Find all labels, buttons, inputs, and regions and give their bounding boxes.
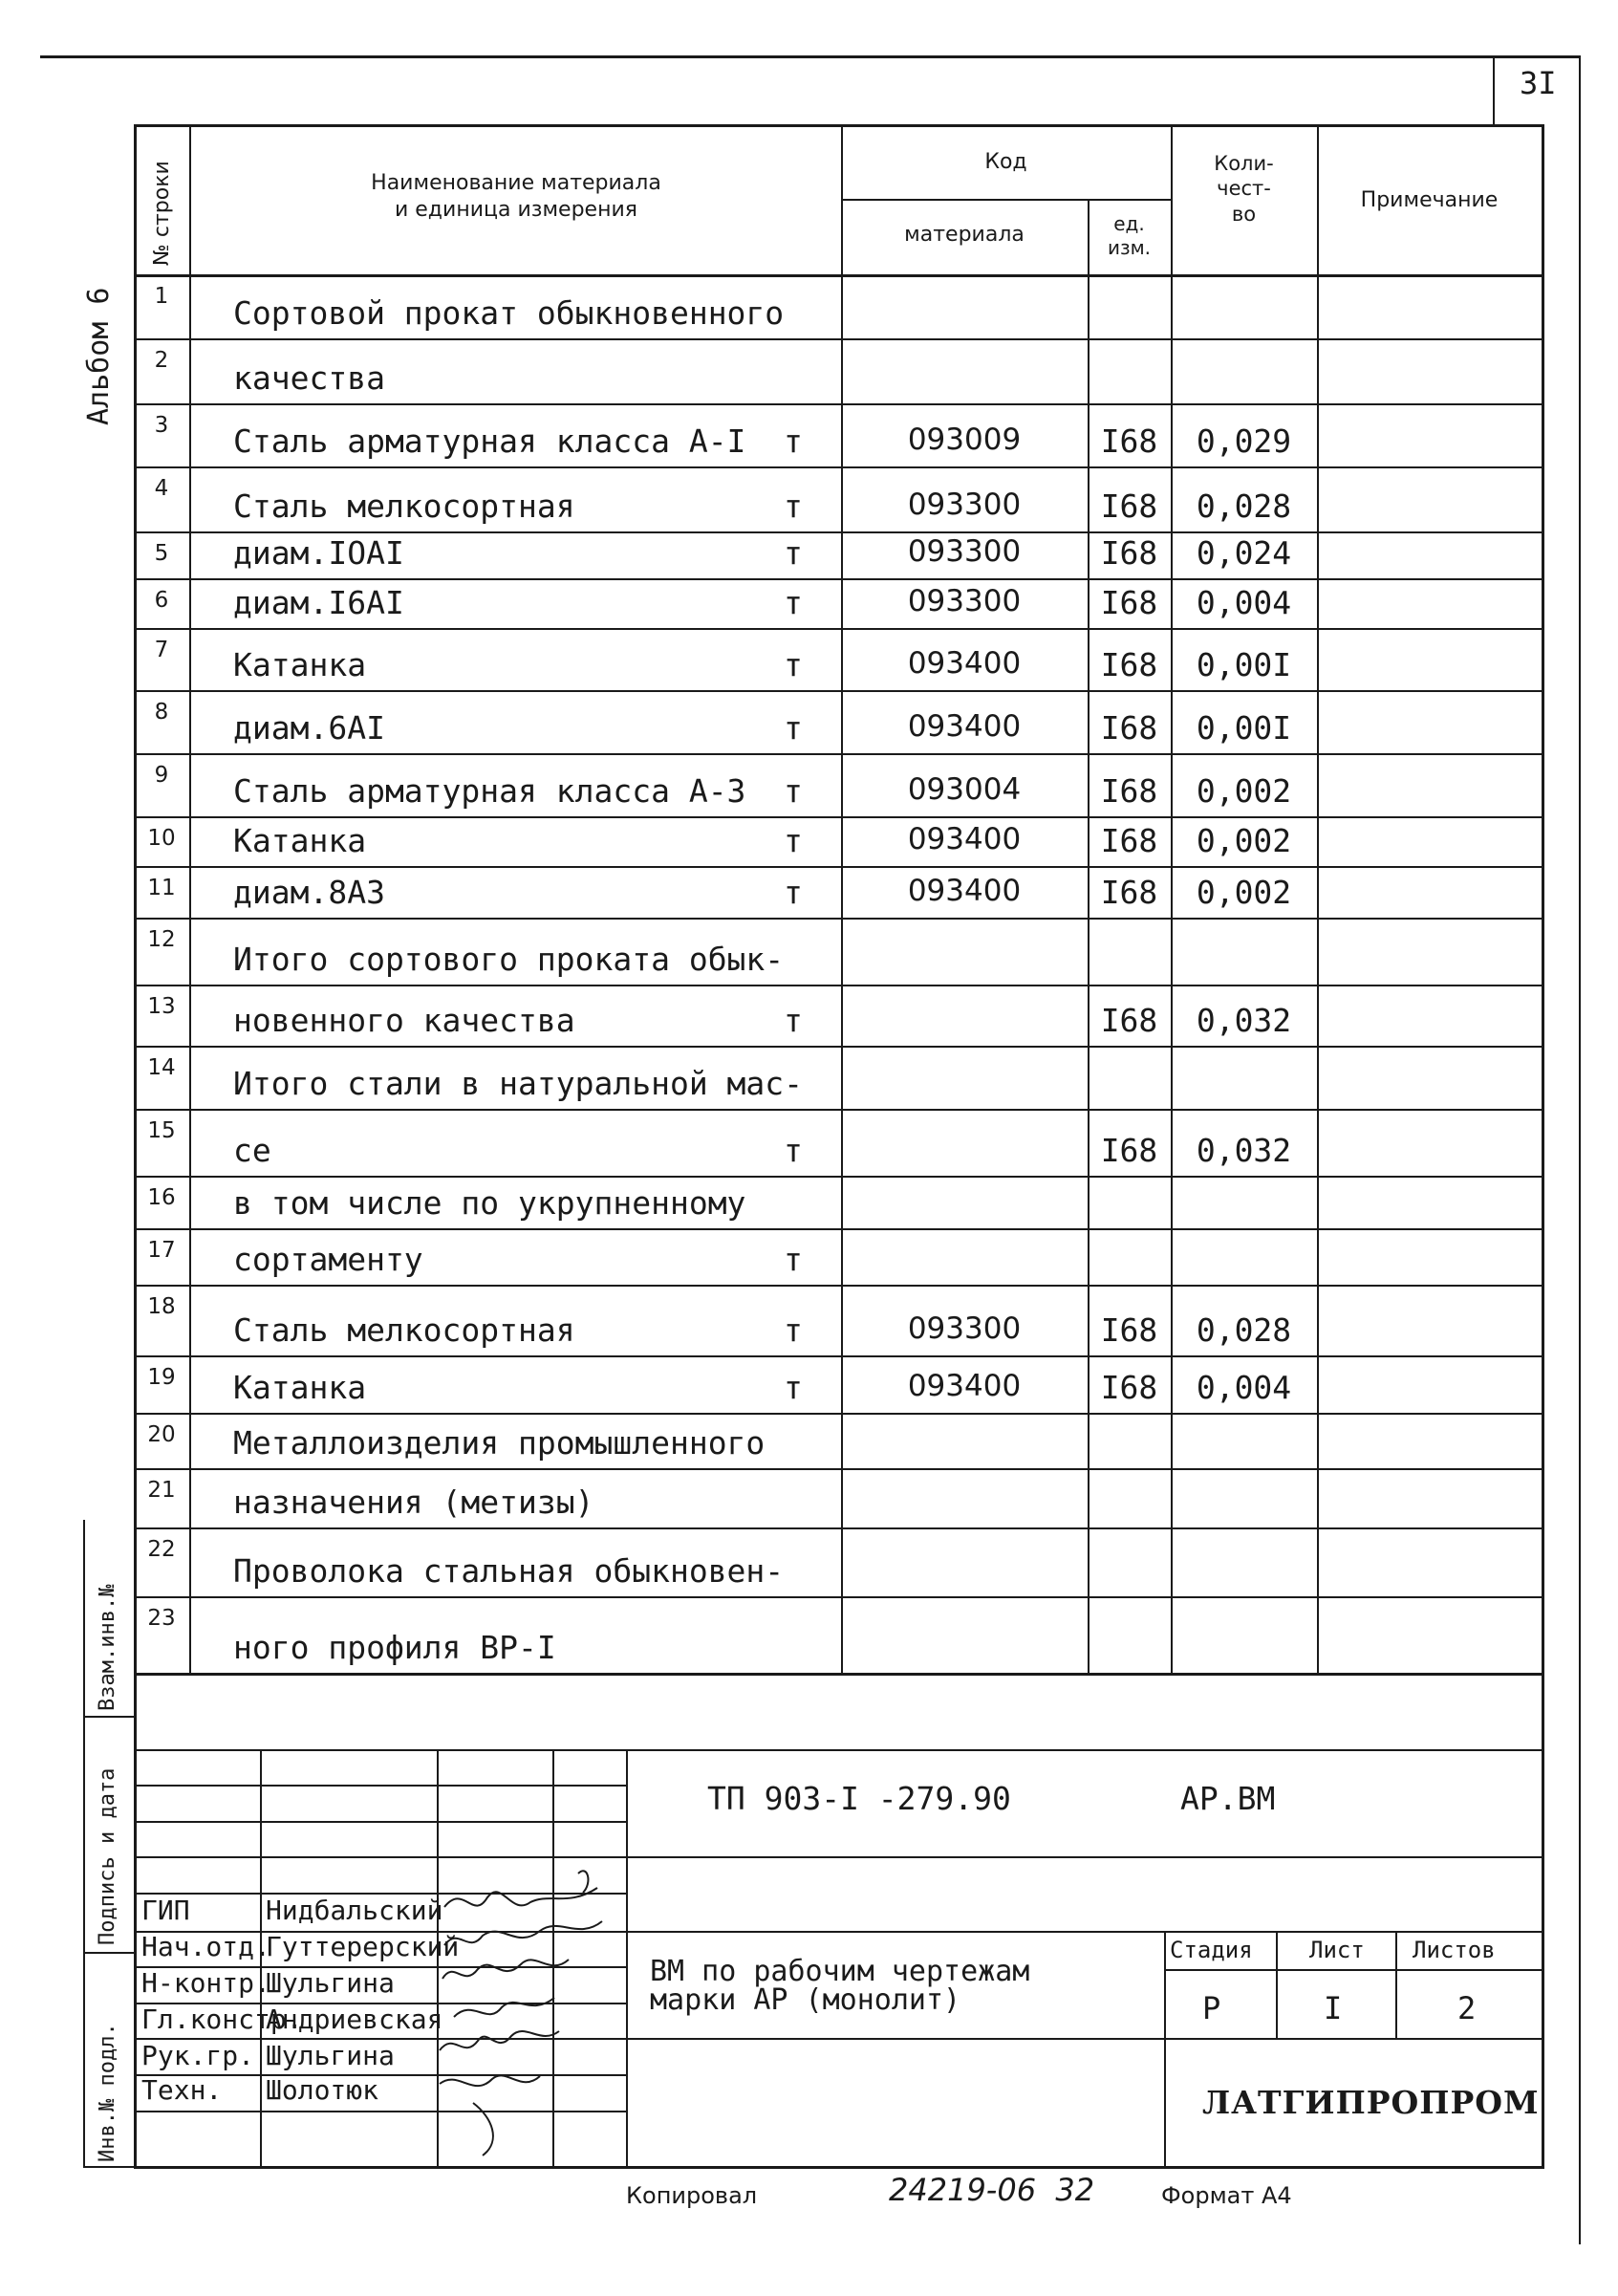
- table-row: [134, 1355, 1542, 1413]
- row-number: 12: [147, 927, 176, 952]
- row-number: 15: [147, 1118, 176, 1143]
- row-number: 17: [147, 1238, 176, 1263]
- row-name: Проволока стальная обыкновен-: [233, 1552, 785, 1590]
- row-name: Сталь мелкосортная: [233, 487, 575, 525]
- row-name: диам.8А3: [233, 874, 385, 911]
- row-unit-code: I68: [1100, 584, 1158, 621]
- row-name: диам.I6AI: [233, 584, 404, 621]
- row-unit-letter: т: [784, 709, 803, 747]
- row-unit-code: I68: [1100, 422, 1158, 460]
- row-material-code: 093400: [907, 1369, 1022, 1403]
- row-unit-letter: т: [784, 772, 803, 810]
- row-name: Металлоизделия промышленного: [233, 1424, 766, 1462]
- row-name: ного профиля ВР-I: [233, 1629, 556, 1666]
- table-row: [134, 466, 1542, 531]
- role: Гл.констр.: [141, 2004, 303, 2035]
- table-row: [134, 274, 1542, 338]
- row-material-code: 093009: [907, 422, 1022, 457]
- row-unit-letter: т: [784, 646, 803, 683]
- row-quantity: 0,00I: [1196, 709, 1292, 747]
- row-name: сортаменту: [233, 1241, 423, 1278]
- table-row: [134, 1596, 1542, 1673]
- row-number: 10: [147, 826, 176, 851]
- person-name: Андриевская: [266, 2004, 443, 2035]
- table-row: [134, 985, 1542, 1046]
- row-unit-code: I68: [1100, 1002, 1158, 1039]
- table-row: [134, 1109, 1542, 1176]
- document-title: ВМ по рабочим чертежам марки АР (монолит): [650, 1955, 1030, 2017]
- row-unit-letter: т: [784, 487, 803, 525]
- row-quantity: 0,028: [1196, 1311, 1292, 1349]
- row-number: 3: [154, 413, 169, 438]
- role: ГИП: [141, 1895, 190, 1926]
- podpis-label: Подпись и дата: [96, 1767, 119, 1945]
- row-unit-code: I68: [1100, 534, 1158, 572]
- row-number: 5: [154, 541, 169, 566]
- row-number: 14: [147, 1055, 176, 1080]
- row-unit-letter: т: [784, 1311, 803, 1349]
- table-row: [134, 403, 1542, 466]
- row-unit-code: I68: [1100, 874, 1158, 911]
- sheets-value: 2: [1457, 1990, 1477, 2026]
- row-unit-code: I68: [1100, 1369, 1158, 1406]
- row-unit-letter: т: [784, 874, 803, 911]
- table-row: [134, 1413, 1542, 1468]
- sheet-value: I: [1324, 1990, 1343, 2026]
- row-number: 20: [147, 1422, 176, 1447]
- header-row-number: № строки: [150, 161, 174, 266]
- row-material-code: 093300: [907, 534, 1022, 569]
- table-row: [134, 628, 1542, 690]
- row-quantity: 0,002: [1196, 822, 1292, 859]
- table-row: [134, 578, 1542, 628]
- sheets-label: Листов: [1413, 1937, 1496, 1963]
- row-material-code: 093300: [907, 584, 1022, 618]
- sheet-label: Лист: [1309, 1937, 1365, 1963]
- vzam-label: Взам.инв.№: [96, 1584, 119, 1711]
- handwritten-number: 24219-06 32: [889, 2172, 1095, 2208]
- row-number: 7: [154, 638, 169, 662]
- role: Техн.: [141, 2074, 223, 2106]
- row-quantity: 0,004: [1196, 1369, 1292, 1406]
- row-name: Итого сортового проката обык-: [233, 941, 785, 978]
- table-row: [134, 1046, 1542, 1109]
- person-name: Шульгина: [266, 2040, 395, 2071]
- row-number: 9: [154, 763, 169, 788]
- row-material-code: 093300: [907, 1311, 1022, 1346]
- sheet-corner-number: 3I: [1520, 65, 1557, 101]
- row-name: Катанка: [233, 1369, 367, 1406]
- table-row: [134, 1285, 1542, 1355]
- table-row: [134, 1176, 1542, 1228]
- row-name: Сталь мелкосортная: [233, 1311, 575, 1349]
- table-row: [134, 753, 1542, 816]
- table-row: [134, 1228, 1542, 1285]
- row-quantity: 0,004: [1196, 584, 1292, 621]
- row-quantity: 0,002: [1196, 874, 1292, 911]
- row-name: назначения (метизы): [233, 1484, 594, 1521]
- table-row: [134, 1468, 1542, 1527]
- row-name: новенного качества: [233, 1002, 575, 1039]
- table-row: [134, 866, 1542, 918]
- row-material-code: 093400: [907, 709, 1022, 744]
- row-quantity: 0,024: [1196, 534, 1292, 572]
- header-name: Наименование материала и единица измерения: [371, 171, 661, 222]
- row-number: 22: [147, 1537, 176, 1562]
- document-code: ТП 903-I -279.90: [707, 1780, 1011, 1817]
- person-name: Гуттерерский: [266, 1931, 460, 1962]
- row-number: 23: [147, 1606, 176, 1631]
- row-name: диам.6AI: [233, 709, 385, 747]
- row-number: 8: [154, 700, 169, 725]
- header-code: Код: [984, 150, 1027, 174]
- row-quantity: 0,00I: [1196, 646, 1292, 683]
- table-row: [134, 338, 1542, 403]
- row-name: Сталь арматурная класса А-3: [233, 772, 746, 810]
- row-number: 2: [154, 348, 169, 373]
- row-unit-code: I68: [1100, 822, 1158, 859]
- row-material-code: 093400: [907, 822, 1022, 856]
- row-name: Итого стали в натуральной мас-: [233, 1065, 804, 1102]
- row-number: 1: [154, 284, 169, 309]
- stage-value: Р: [1202, 1990, 1221, 2026]
- person-name: Нидбальский: [266, 1895, 443, 1926]
- row-quantity: 0,032: [1196, 1002, 1292, 1039]
- row-name: Катанка: [233, 646, 367, 683]
- row-material-code: 093004: [907, 772, 1022, 807]
- table-row: [134, 1527, 1542, 1596]
- row-name: Катанка: [233, 822, 367, 859]
- table-row: [134, 918, 1542, 985]
- row-number: 6: [154, 588, 169, 613]
- row-number: 4: [154, 476, 169, 501]
- table-row: [134, 690, 1542, 753]
- row-number: 11: [147, 876, 176, 900]
- person-name: Шульгина: [266, 1967, 395, 1999]
- signature-scribbles: [435, 1864, 626, 2170]
- organization: ЛАТГИПРОПРОМ: [1202, 2084, 1540, 2121]
- role: Рук.гр.: [141, 2040, 255, 2071]
- document-mark: АР.ВМ: [1180, 1780, 1276, 1817]
- role: Н-контр.: [141, 1967, 270, 1999]
- album-label: Альбом 6: [82, 287, 116, 425]
- copied-label: Копировал: [626, 2182, 758, 2209]
- row-number: 21: [147, 1478, 176, 1503]
- row-quantity: 0,032: [1196, 1132, 1292, 1169]
- row-unit-letter: т: [784, 1241, 803, 1278]
- row-unit-code: I68: [1100, 772, 1158, 810]
- row-number: 18: [147, 1294, 176, 1319]
- row-unit-letter: т: [784, 534, 803, 572]
- stage-label: Стадия: [1170, 1937, 1253, 1963]
- row-material-code: 093400: [907, 874, 1022, 908]
- row-material-code: 093300: [907, 487, 1022, 522]
- row-name: се: [233, 1132, 271, 1169]
- row-quantity: 0,002: [1196, 772, 1292, 810]
- row-unit-code: I68: [1100, 1132, 1158, 1169]
- header-unit: ед. изм.: [1107, 212, 1152, 259]
- inv-label: Инв.№ подл.: [96, 2023, 119, 2162]
- row-unit-letter: т: [784, 1002, 803, 1039]
- row-unit-letter: т: [784, 1369, 803, 1406]
- row-unit-code: I68: [1100, 646, 1158, 683]
- table-row: [134, 531, 1542, 578]
- person-name: Шолотюк: [266, 2074, 379, 2106]
- row-name: Сортовой прокат обыкновенного: [233, 294, 785, 332]
- header-note: Примечание: [1360, 188, 1499, 212]
- row-unit-code: I68: [1100, 1311, 1158, 1349]
- row-number: 16: [147, 1185, 176, 1210]
- row-unit-letter: т: [784, 584, 803, 621]
- row-number: 19: [147, 1365, 176, 1390]
- row-quantity: 0,029: [1196, 422, 1292, 460]
- row-unit-letter: т: [784, 822, 803, 859]
- row-name: диам.IOAI: [233, 534, 404, 572]
- header-material: материала: [904, 223, 1025, 247]
- row-name: качества: [233, 359, 385, 397]
- header-quantity: Коли- чест- во: [1214, 152, 1274, 226]
- row-name: в том числе по укрупненному: [233, 1184, 746, 1222]
- format-label: Формат А4: [1161, 2182, 1292, 2209]
- table-row: [134, 816, 1542, 866]
- row-unit-letter: т: [784, 422, 803, 460]
- row-unit-code: I68: [1100, 487, 1158, 525]
- row-number: 13: [147, 994, 176, 1019]
- role: Нач.отд.: [141, 1931, 270, 1962]
- row-name: Сталь арматурная класса А-I: [233, 422, 746, 460]
- row-unit-code: I68: [1100, 709, 1158, 747]
- row-quantity: 0,028: [1196, 487, 1292, 525]
- row-unit-letter: т: [784, 1132, 803, 1169]
- row-material-code: 093400: [907, 646, 1022, 681]
